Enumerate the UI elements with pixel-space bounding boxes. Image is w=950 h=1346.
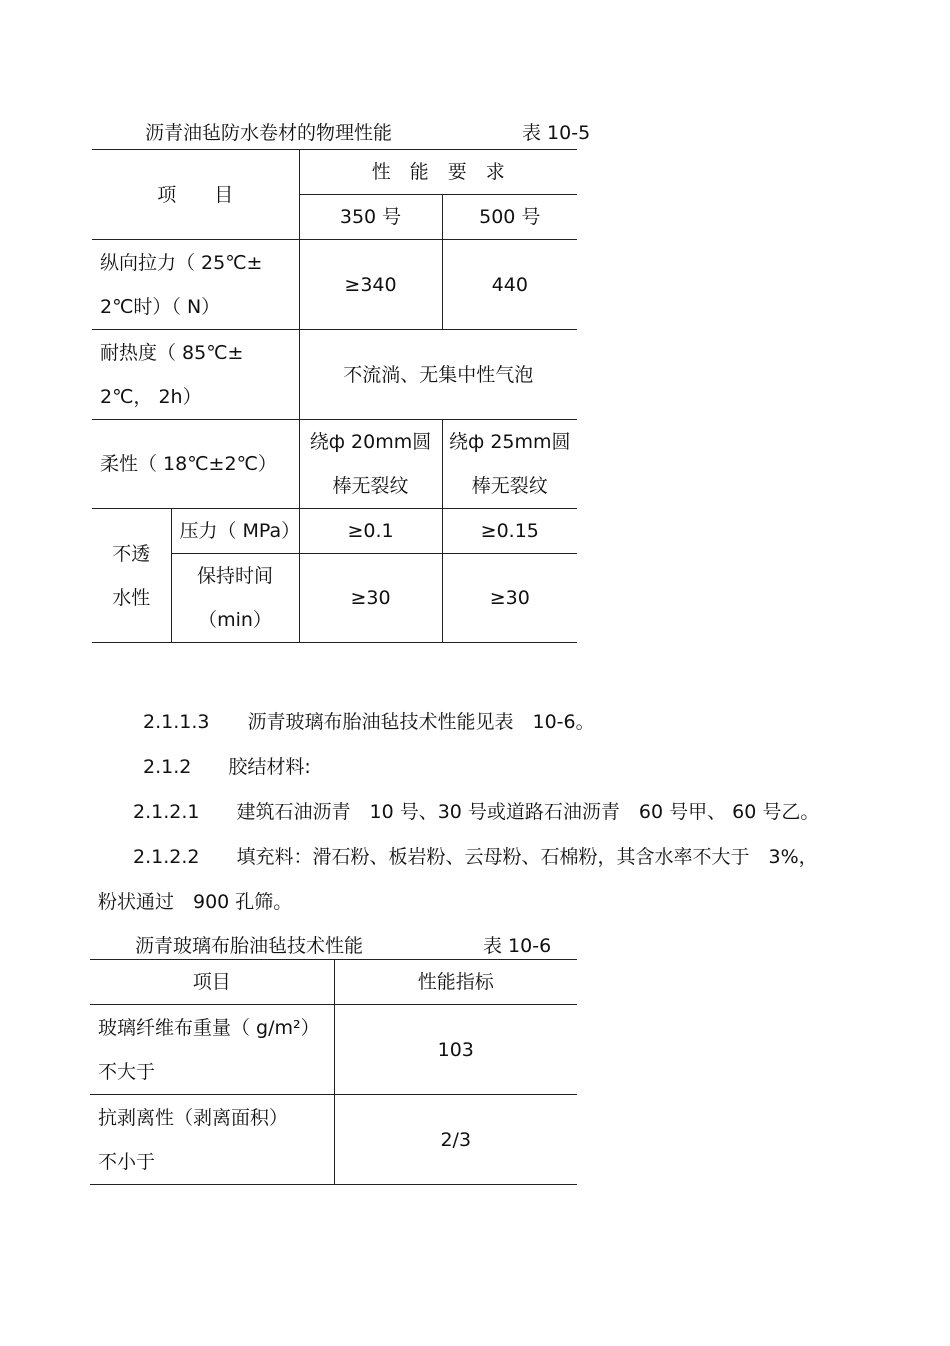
t2-row-weight-label: 玻璃纤维布重量（ g/m²） 不大于 bbox=[90, 1005, 334, 1095]
para-2-1-2-2-continued: 粉状通过 900 孔筛。 bbox=[98, 891, 293, 913]
para-number: 2.1.2.2 bbox=[133, 846, 200, 868]
table-10-5 bbox=[92, 149, 577, 643]
header-item-cell: 项 目 bbox=[92, 150, 299, 240]
time-label: 保持时间 （min） bbox=[171, 554, 299, 643]
para-text: 沥青玻璃布胎油毡技术性能见表 10-6。 bbox=[247, 711, 595, 733]
t2-row-peel-label: 抗剥离性（剥离面积） 不小于 bbox=[90, 1095, 334, 1185]
row-flex-350: 绕ф 20mm圆 棒无裂纹 bbox=[299, 420, 442, 509]
header-performance-cell: 性 能 要 求 bbox=[299, 150, 577, 195]
row-heat-value: 不流淌、无集中性气泡 bbox=[299, 330, 577, 420]
t2-header-item: 项目 bbox=[90, 960, 334, 1005]
para-2-1-2-2 bbox=[133, 842, 818, 869]
para-2-1-1-3 bbox=[143, 707, 595, 734]
pressure-350: ≥0.1 bbox=[299, 509, 442, 554]
para-number: 2.1.1.3 bbox=[143, 711, 210, 733]
row-heat-label: 耐热度（ 85℃± 2℃， 2h） bbox=[92, 330, 299, 420]
para-number: 2.1.2.1 bbox=[133, 801, 200, 823]
para-text: 胶结材料: bbox=[228, 756, 311, 778]
row-tensile-350: ≥340 bbox=[299, 240, 442, 330]
time-350: ≥30 bbox=[299, 554, 442, 643]
para-text: 填充料：滑石粉、板岩粉、云母粉、石棉粉，其含水率不大于 3%， bbox=[236, 846, 818, 868]
table2-title: 沥青玻璃布胎油毡技术性能 bbox=[135, 935, 364, 957]
para-2-1-2-1 bbox=[133, 797, 819, 824]
row-flex-500: 绕ф 25mm圆 棒无裂纹 bbox=[442, 420, 577, 509]
header-350-cell: 350 号 bbox=[299, 195, 442, 240]
pressure-500: ≥0.15 bbox=[442, 509, 577, 554]
t2-row-peel-value: 2/3 bbox=[334, 1095, 577, 1185]
header-500-cell: 500 号 bbox=[442, 195, 577, 240]
table2-number: 表 10-6 bbox=[483, 935, 552, 957]
t2-header-value: 性能指标 bbox=[334, 960, 577, 1005]
row-tensile-500: 440 bbox=[442, 240, 577, 330]
time-500: ≥30 bbox=[442, 554, 577, 643]
para-number: 2.1.2 bbox=[143, 756, 192, 778]
table1-number: 表 10-5 bbox=[522, 122, 591, 144]
row-tensile-label: 纵向拉力（ 25℃± 2℃时）（ N） bbox=[92, 240, 299, 330]
impermeability-label: 不透 水性 bbox=[92, 509, 171, 643]
row-flex-label: 柔性（ 18℃±2℃） bbox=[92, 420, 299, 509]
table1-title: 沥青油毡防水卷材的物理性能 bbox=[145, 122, 393, 144]
t2-row-weight-value: 103 bbox=[334, 1005, 577, 1095]
pressure-label: 压力（ MPa） bbox=[171, 509, 299, 554]
para-text: 建筑石油沥青 10 号、30 号或道路石油沥青 60 号甲、 60 号乙。 bbox=[236, 801, 820, 823]
para-2-1-2 bbox=[143, 752, 311, 779]
table-10-6 bbox=[90, 959, 577, 1185]
